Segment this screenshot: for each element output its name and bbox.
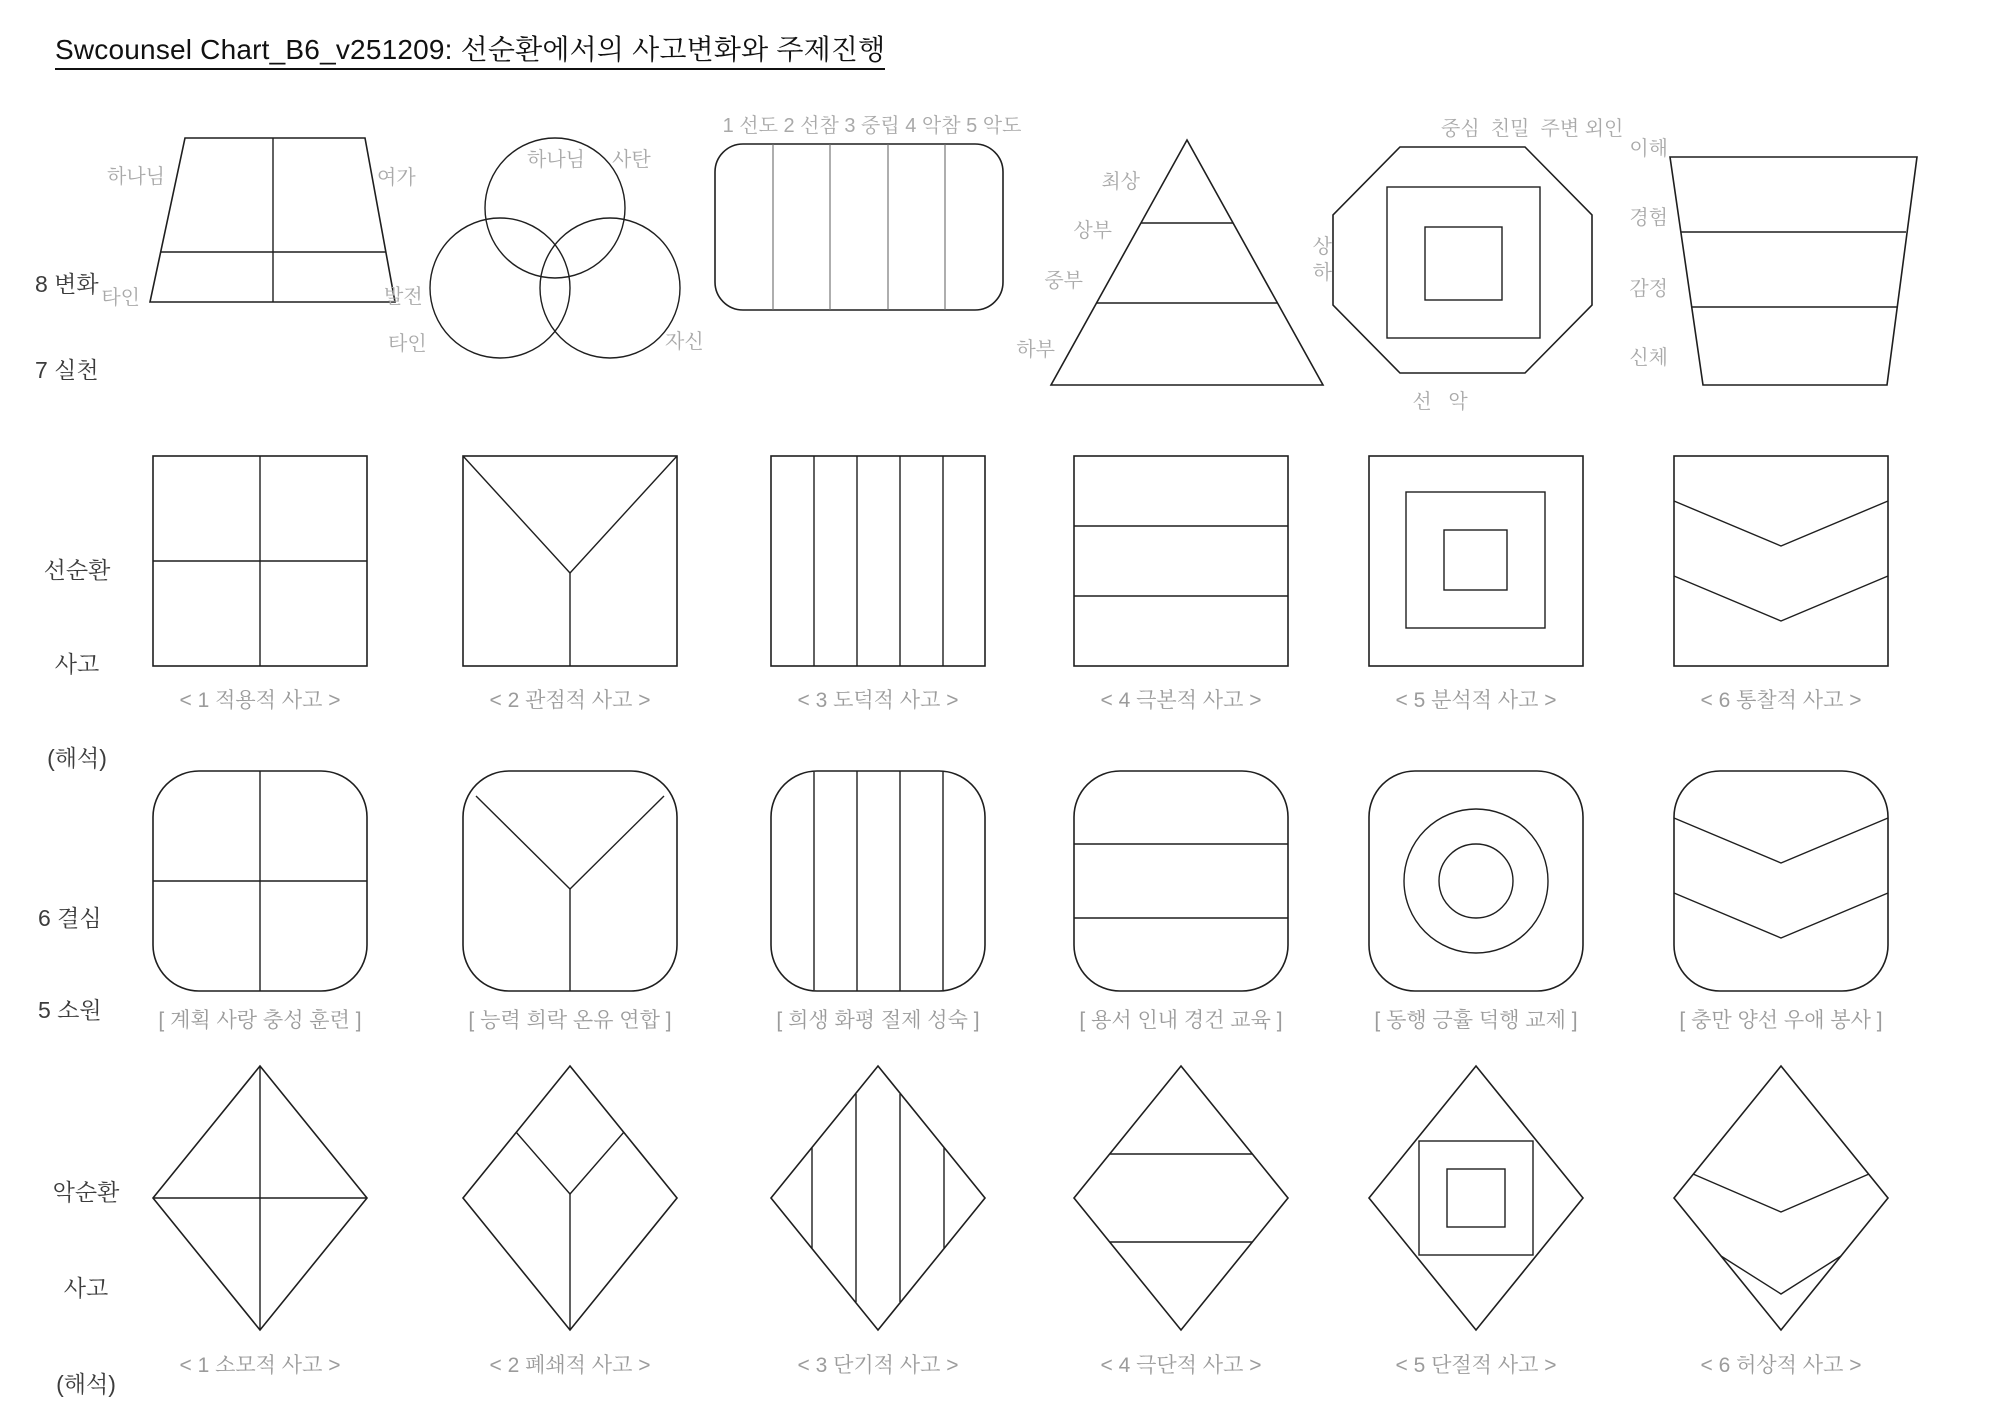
- row4-caption-5: < 5 단절적 사고 >: [1395, 1354, 1557, 1377]
- row4-side-line1: 악순환: [52, 1179, 120, 1205]
- diamond-rows-shape: [1071, 1063, 1291, 1333]
- diamond-y-divide-shape: [460, 1063, 680, 1333]
- row3-caption-3: [ 희생 화평 절제 성숙 ]: [776, 1009, 980, 1032]
- row3-side-line1: 6 결심: [38, 905, 102, 931]
- venn-label-bottom-right: 자신: [665, 331, 704, 353]
- octagon-label-left-bottom: 하: [1312, 262, 1332, 284]
- row4-caption-2: < 2 폐쇄적 사고 >: [489, 1354, 651, 1377]
- row3-caption-5: [ 동행 긍휼 덕행 교제 ]: [1374, 1009, 1578, 1032]
- row2-caption-6: < 6 통찰적 사고 >: [1700, 689, 1862, 712]
- venn-label-right: 사탄: [612, 149, 651, 171]
- row3-caption-4: [ 용서 인내 경건 교육 ]: [1079, 1009, 1283, 1032]
- row2-caption-1: < 1 적용적 사고 >: [179, 689, 341, 712]
- row2-caption-2: < 2 관점적 사고 >: [489, 689, 651, 712]
- five-column-grid-shape: [710, 140, 1010, 315]
- row1-side-line1: 8 변화: [35, 271, 99, 297]
- row2-side-line3: (해석): [47, 745, 107, 771]
- row2-side-line2: 사고: [54, 651, 100, 677]
- trapezoid-label-bottom-left: 타인: [101, 287, 140, 309]
- funnel-label-4: 신체: [1629, 347, 1668, 369]
- pyramid-label-2: 상부: [1073, 220, 1112, 242]
- diamond-nested-squares-shape: [1366, 1063, 1586, 1333]
- diamond-chevrons-shape: [1671, 1063, 1891, 1333]
- trapezoid-label-top-right: 여가: [377, 167, 416, 189]
- row4-caption-3: < 3 단기적 사고 >: [797, 1354, 959, 1377]
- rounded-chevrons-shape: [1673, 770, 1889, 992]
- row2-side-label: [27, 496, 127, 832]
- octagon-label-bottom: 선 악: [1412, 391, 1468, 413]
- rounded-concentric-circles-shape: [1368, 770, 1584, 992]
- pyramid-label-3: 중부: [1044, 270, 1083, 292]
- funnel-label-1: 이해: [1629, 138, 1668, 160]
- row1-side-line2: 7 실천: [35, 357, 99, 383]
- venn-label-top: 하나님: [527, 149, 585, 171]
- square-rows-shape: [1073, 455, 1289, 667]
- row3-side-line2: 5 소원: [38, 997, 102, 1023]
- rounded-columns-shape: [770, 770, 986, 992]
- row2-caption-5: < 5 분석적 사고 >: [1395, 689, 1557, 712]
- funnel-label-3: 감정: [1629, 278, 1668, 300]
- row2-caption-4: < 4 극본적 사고 >: [1100, 689, 1262, 712]
- square-nested-rects-shape: [1368, 455, 1584, 667]
- page-title: Swcounsel Chart_B6_v251209: 선순환에서의 사고변화와 주제진행: [55, 34, 885, 70]
- diamond-cross-shape: [150, 1063, 370, 1333]
- funnel-label-2: 경험: [1629, 207, 1668, 229]
- pyramid-label-1: 최상: [1101, 171, 1140, 193]
- venn-label-bottom-left: 타인: [388, 333, 427, 355]
- octagon-nested-squares-shape: [1325, 140, 1605, 385]
- trapezoid-label-bottom-right: 발전: [384, 286, 423, 308]
- pyramid-label-4: 하부: [1016, 339, 1055, 361]
- rounded-cross-shape: [152, 770, 368, 992]
- row4-caption-1: < 1 소모적 사고 >: [179, 1354, 341, 1377]
- row1-side-label: [35, 214, 99, 440]
- row2-caption-3: < 3 도덕적 사고 >: [797, 689, 959, 712]
- row4-side-line2: 사고: [63, 1275, 109, 1301]
- square-cross-shape: [152, 455, 368, 667]
- row4-caption-6: < 6 허상적 사고 >: [1700, 1354, 1862, 1377]
- diamond-columns-shape: [768, 1063, 988, 1333]
- row2-side-line1: 선순환: [43, 557, 111, 583]
- octagon-label-top: 중심 친밀 주변 외인: [1441, 118, 1624, 140]
- row3-caption-6: [ 충만 양선 우애 봉사 ]: [1679, 1009, 1883, 1032]
- square-chevrons-shape: [1673, 455, 1889, 667]
- row4-side-label: [36, 1117, 136, 1414]
- grid-header-label: 1 선도 2 선참 3 중립 4 악참 5 악도: [722, 115, 1022, 137]
- row4-side-line3: (해석): [56, 1371, 116, 1397]
- square-columns-shape: [770, 455, 986, 667]
- row3-caption-1: [ 계획 사랑 충성 훈련 ]: [158, 1009, 362, 1032]
- rounded-y-divide-shape: [462, 770, 678, 992]
- funnel-levels-shape: [1655, 150, 1935, 395]
- rounded-rows-shape: [1073, 770, 1289, 992]
- row3-side-label: [38, 845, 102, 1083]
- trapezoid-quadrant-shape: [140, 130, 410, 310]
- trapezoid-label-top-left: 하나님: [107, 166, 165, 188]
- square-y-divide-shape: [462, 455, 678, 667]
- row4-caption-4: < 4 극단적 사고 >: [1100, 1354, 1262, 1377]
- row3-caption-2: [ 능력 희락 온유 연합 ]: [468, 1009, 672, 1032]
- octagon-label-left-top: 상: [1312, 236, 1332, 258]
